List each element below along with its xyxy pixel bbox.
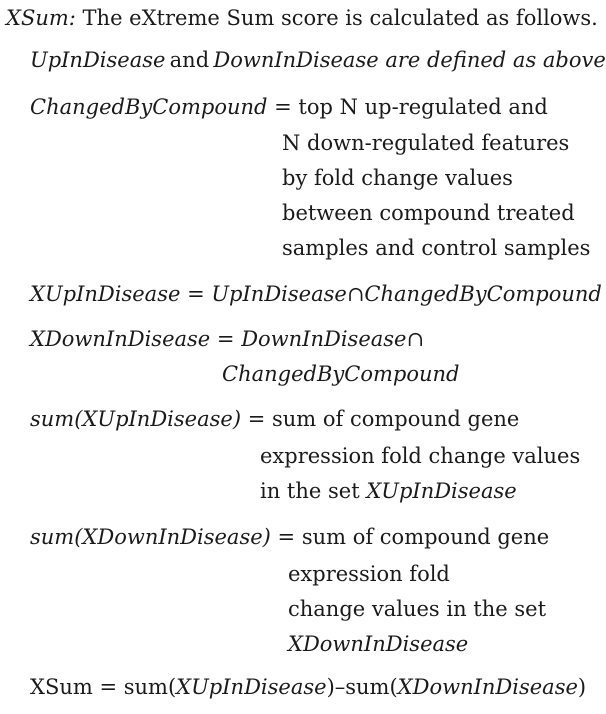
sum-xup-desc-1: sum of compound gene <box>271 407 520 431</box>
xup-definition-line <box>30 284 602 305</box>
xup-var: XUpInDisease <box>366 479 517 503</box>
changed-by-compound-var: ChangedByCompound <box>364 282 602 306</box>
xup-var: XUpInDisease <box>82 407 233 431</box>
sum-xup-line <box>30 409 519 430</box>
sum-xdown-desc-1: sum of compound gene <box>301 525 550 549</box>
intro-line <box>6 8 598 29</box>
intersection-symbol: ∩ <box>346 282 365 306</box>
equals-sign: = <box>270 525 302 549</box>
down-in-disease-var: DownInDisease <box>241 327 407 351</box>
sum-fn: sum( <box>30 525 83 549</box>
intro-text: The eXtreme Sum score is calculated as follows. <box>75 6 598 30</box>
xdown-var: XDownInDisease <box>82 525 263 549</box>
sum-close: ) <box>262 525 271 549</box>
xdown-var: XDownInDisease <box>397 675 578 699</box>
changed-desc-line-3: between compound treated <box>282 201 575 225</box>
intersection-symbol: ∩ <box>406 327 425 351</box>
defined-above-line <box>30 50 606 71</box>
changed-by-compound-var: ChangedByCompound <box>30 95 268 119</box>
and-word: and <box>169 48 210 72</box>
changed-desc-line-4: samples and control samples <box>282 236 591 260</box>
equals-sign: = <box>92 675 124 699</box>
equals-sign: = <box>241 407 272 431</box>
changed-desc-line-2: by fold change values <box>282 166 513 190</box>
sum-xdown-desc-2: expression fold <box>288 562 450 586</box>
sum-close: ) <box>577 675 587 699</box>
up-in-disease-var: UpInDisease <box>211 282 347 306</box>
xdown-var: XDownInDisease <box>30 327 211 351</box>
sum-xup-desc-3 <box>260 481 517 502</box>
sum-fn: sum( <box>123 675 177 699</box>
sum-xup-desc-2: expression fold change values <box>260 444 581 468</box>
defined-above-text: DownInDisease are defined as above <box>213 48 606 72</box>
sum-fn: sum( <box>30 407 83 431</box>
xdown-var: XDownInDisease <box>288 632 469 656</box>
equals-sign: = <box>180 282 212 306</box>
xsum-term: XSum: <box>6 6 76 30</box>
xup-var: XUpInDisease <box>176 675 327 699</box>
minus-sum: )–sum( <box>326 675 398 699</box>
changed-by-compound-var: ChangedByCompound <box>222 362 460 386</box>
xsum-formula-line <box>30 677 586 698</box>
changed-by-compound-line <box>30 97 548 118</box>
changed-desc-line-0: top N up-regulated and <box>298 95 548 119</box>
sum-close: ) <box>232 407 242 431</box>
xsum-lhs: XSum <box>30 675 93 699</box>
xup-var: XUpInDisease <box>30 282 181 306</box>
sum-xup-desc-3-text: in the set <box>260 479 367 503</box>
equals-sign: = <box>267 95 299 119</box>
xdown-definition-line <box>30 329 424 350</box>
up-in-disease-var: UpInDisease <box>30 48 166 72</box>
sum-xdown-line <box>30 527 549 548</box>
sum-xdown-desc-3: change values in the set <box>288 597 547 621</box>
equals-sign: = <box>210 327 242 351</box>
changed-desc-line-1: N down-regulated features <box>282 131 570 155</box>
